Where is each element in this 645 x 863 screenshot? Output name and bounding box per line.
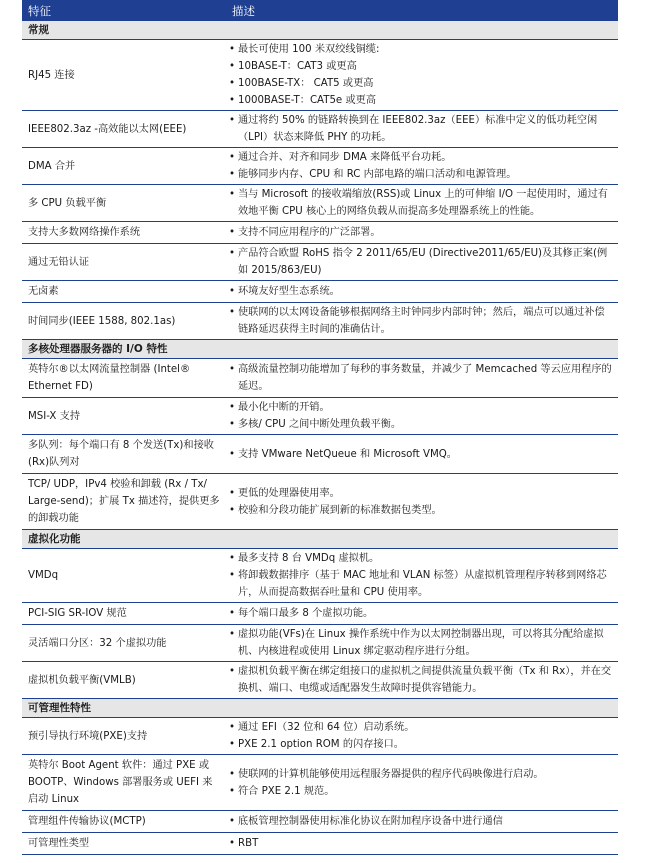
bullet-text: 支持不同应用程序的广泛部署。 (238, 227, 381, 238)
bullet-text: 每个端口最多 8 个虚拟功能。 (238, 608, 374, 619)
bullet-item (226, 502, 614, 519)
bullet-item (226, 149, 614, 166)
bullet-icon: • (228, 608, 235, 619)
feature-name: 多 CPU 负载平衡 (28, 197, 107, 209)
feature-description (226, 833, 618, 854)
bullet-item (226, 813, 614, 830)
bullet-icon: • (228, 286, 235, 297)
feature-description (226, 185, 618, 221)
bullet-item (226, 224, 614, 241)
bullet-icon: • (228, 169, 235, 180)
feature-name: 时间同步(IEEE 1588, 802.1as) (28, 315, 176, 327)
bullet-icon: • (228, 115, 235, 126)
bullet-icon: • (228, 307, 235, 318)
feature-description (226, 435, 618, 473)
feature-name: 英特尔 Boot Agent 软件：通过 PXE 或 BOOTP、Windows 部署服务或 UEFI 来启动 Linux (28, 760, 213, 805)
bullet-icon: • (228, 553, 235, 564)
table-row (22, 755, 618, 811)
bullet-text: 最小化中断的开销。 (238, 402, 330, 413)
bullet-item (226, 736, 614, 753)
table-row (22, 718, 618, 755)
header-description: 描述 (232, 3, 255, 18)
feature-name: 多队列：每个端口有 8 个发送(Tx)和接收(Rx)队列对 (28, 440, 214, 468)
bullet-item (226, 166, 614, 183)
feature-description (226, 40, 618, 110)
bullet-text: 虚拟功能(VFs)在 Linux 操作系统中作为以太网控制器出现，可以将其分配给虚拟机、内核进程或使用 Linux 绑定驱动程序进行分组。 (238, 629, 604, 657)
bullet-item (226, 835, 614, 852)
bullet-text: 支持 VMware NetQueue 和 Microsoft VMQ。 (238, 448, 457, 460)
feature-name: IEEE802.3az -高效能以太网(EEE) (28, 123, 187, 135)
bullet-icon: • (228, 61, 235, 72)
feature-description (226, 303, 618, 339)
bullet-text: 通过 EFI（32 位和 64 位）启动系统。 (238, 722, 415, 733)
table-row (22, 303, 618, 340)
feature-name: TCP/ UDP，IPv4 校验和卸载 (Rx / Tx/ Large-send)；扩展 Tx 描述符，提供更多的卸载功能 (28, 479, 220, 524)
table-row (22, 662, 618, 699)
bullet-icon: • (228, 504, 235, 516)
feature-name: DMA 合并 (28, 160, 76, 172)
bullet-item (226, 112, 614, 146)
bullet-text: 虚拟机负载平衡在绑定组接口的虚拟机之间提供流量负载平衡（Tx 和 Rx），并在交换机、端口、电缆或适配器发生故障时提供容错能力。 (238, 666, 612, 694)
bullet-text: 使联网的以太网设备能够根据网络主时钟同步内部时钟；然后，端点可以通过补偿链路延迟获得主时间的准确估计。 (238, 307, 605, 335)
feature-description (226, 662, 618, 698)
bullet-text: 10BASE-T：CAT3 或更高 (238, 61, 357, 72)
feature-description (226, 603, 618, 624)
bullet-item (226, 550, 614, 567)
bullet-item (226, 663, 614, 697)
bullet-text: 环境友好型生态系统。 (238, 286, 340, 297)
feature-name: PCI-SIG SR-IOV 规范 (28, 608, 127, 619)
feature-description (226, 244, 618, 280)
bullet-text: 通过合并、对齐和同步 DMA 来降低平台功耗。 (238, 152, 452, 163)
bullet-icon: • (228, 722, 235, 733)
feature-description (226, 549, 618, 602)
bullet-item (226, 783, 614, 800)
feature-name: 英特尔®以太网流量控制器 (Intel® Ethernet FD) (28, 364, 191, 392)
table-row (22, 185, 618, 222)
bullet-item (226, 446, 614, 463)
bullet-item (226, 245, 614, 279)
bullet-text: 将卸载数据排序（基于 MAC 地址和 VLAN 标签）从虚拟机管理程序转移到网络芯片，从而提高数据吞吐量和 CPU 使用率。 (238, 570, 607, 598)
bullet-item (226, 186, 614, 220)
bullet-item (226, 75, 614, 92)
bullet-text: 100BASE-TX： CAT5 或更高 (238, 78, 374, 89)
table-row (22, 474, 618, 530)
feature-name: VMDq (28, 570, 59, 581)
bullet-icon: • (228, 152, 235, 163)
section-title: 可管理性特性 (22, 699, 618, 718)
feature-description (226, 148, 618, 184)
bullet-item (226, 719, 614, 736)
feature-name: 虚拟机负载平衡(VMLB) (28, 674, 136, 686)
bullet-icon: • (228, 666, 235, 677)
table-row (22, 398, 618, 435)
bullet-text: 校验和分段功能扩展到新的标准数据包类型。 (238, 504, 442, 516)
table-row (22, 625, 618, 662)
table-row (22, 435, 618, 474)
table-row (22, 148, 618, 185)
bullet-icon: • (228, 419, 235, 430)
feature-description (226, 111, 618, 147)
bullet-icon: • (228, 95, 235, 106)
table-row (22, 811, 618, 833)
bullet-item (226, 58, 614, 75)
section-title: 常规 (22, 21, 618, 40)
table-body (0, 21, 645, 855)
section-title: 多核处理器服务器的 I/O 特性 (22, 340, 618, 359)
table-row (22, 281, 618, 303)
feature-name: 通过无铅认证 (28, 256, 90, 268)
feature-description (226, 281, 618, 302)
header-feature: 特征 (28, 3, 51, 18)
bullet-icon: • (228, 629, 235, 640)
feature-name: 预引导执行环境(PXE)支持 (28, 730, 148, 742)
table-row (22, 603, 618, 625)
bullet-icon: • (228, 248, 235, 259)
bullet-text: 能够同步内存、CPU 和 RC 内部电路的端口活动和电源管理。 (238, 169, 517, 180)
feature-description (226, 359, 618, 397)
feature-name: 支持大多数网络操作系统 (28, 227, 141, 238)
bullet-text: 最多支持 8 台 VMDq 虚拟机。 (238, 553, 380, 564)
bullet-item (226, 416, 614, 433)
bullet-text: 使联网的计算机能够使用远程服务器提供的程序代码映像进行启动。 (238, 768, 544, 780)
bullet-text: 当与 Microsoft 的接收端缩放(RSS)或 Linux 上的可伸缩 I/O 一起使用时，通过有效地平衡 CPU 核心上的网络负载从而提高多处理器系统上的性能。 (238, 189, 608, 217)
bullet-item (226, 485, 614, 502)
bullet-icon: • (228, 785, 235, 797)
table-row (22, 40, 618, 111)
bullet-text: 最长可使用 100 米双绞线铜缆: (238, 44, 380, 55)
feature-description (226, 398, 618, 434)
bullet-text: 通过将约 50% 的链路转换到在 IEEE802.3az（EEE）标准中定义的低功耗空闲（LPI）状态来降低 PHY 的功耗。 (238, 115, 598, 143)
bullet-item (226, 41, 614, 58)
bullet-icon: • (228, 227, 235, 238)
feature-description (226, 811, 618, 832)
bullet-icon: • (228, 189, 235, 200)
feature-name: RJ45 连接 (28, 69, 75, 81)
bullet-icon: • (228, 838, 235, 849)
feature-description (226, 718, 618, 754)
bullet-item (226, 605, 614, 622)
table-row (22, 244, 618, 281)
table-row (22, 111, 618, 148)
table-row (22, 549, 618, 603)
feature-description (226, 222, 618, 243)
bullet-icon: • (228, 739, 235, 750)
feature-name: 管理组件传输协议(MCTP) (28, 816, 146, 827)
bullet-icon: • (228, 570, 235, 581)
bullet-item (226, 92, 614, 109)
bullet-icon: • (228, 768, 235, 780)
bullet-text: 多核/ CPU 之间中断处理负载平衡。 (238, 419, 402, 430)
feature-name: 可管理性类型 (28, 838, 90, 849)
bullet-text: 更低的处理器使用率。 (238, 487, 340, 499)
feature-description (226, 625, 618, 661)
bullet-text: 符合 PXE 2.1 规范。 (238, 785, 335, 797)
bullet-icon: • (228, 78, 235, 89)
bullet-text: 高级流量控制功能增加了每秒的事务数量，并减少了 Memcached 等云应用程序的延迟。 (238, 364, 612, 392)
bullet-item (226, 626, 614, 660)
bullet-icon: • (228, 364, 235, 375)
bullet-text: 底板管理控制器使用标准化协议在附加程序设备中进行通信 (238, 816, 503, 827)
table-header (22, 0, 618, 21)
bullet-item (226, 399, 614, 416)
feature-name: 灵活端口分区：32 个虚拟功能 (28, 637, 167, 649)
bullet-item (226, 361, 614, 395)
bullet-icon: • (228, 816, 235, 827)
table-row (22, 222, 618, 244)
bullet-item (226, 567, 614, 601)
table-row (22, 359, 618, 398)
section-title: 虚拟化功能 (22, 530, 618, 549)
bullet-item (226, 304, 614, 338)
feature-name: MSI-X 支持 (28, 410, 81, 422)
bullet-icon: • (228, 44, 235, 55)
bullet-text: 1000BASE-T：CAT5e 或更高 (238, 95, 377, 106)
table-row (22, 833, 618, 855)
bullet-icon: • (228, 448, 235, 460)
bullet-text: PXE 2.1 option ROM 的闪存接口。 (238, 739, 404, 750)
bullet-text: RBT (238, 838, 259, 849)
feature-description (226, 755, 618, 810)
bullet-icon: • (228, 487, 235, 499)
bullet-icon: • (228, 402, 235, 413)
bullet-item (226, 283, 614, 300)
feature-name: 无卤素 (28, 286, 59, 297)
feature-description (226, 474, 618, 529)
bullet-text: 产品符合欧盟 RoHS 指令 2 2011/65/EU (Directive2011/65/EU)及其修正案(例如 2015/863/EU) (238, 248, 608, 276)
bullet-item (226, 766, 614, 783)
